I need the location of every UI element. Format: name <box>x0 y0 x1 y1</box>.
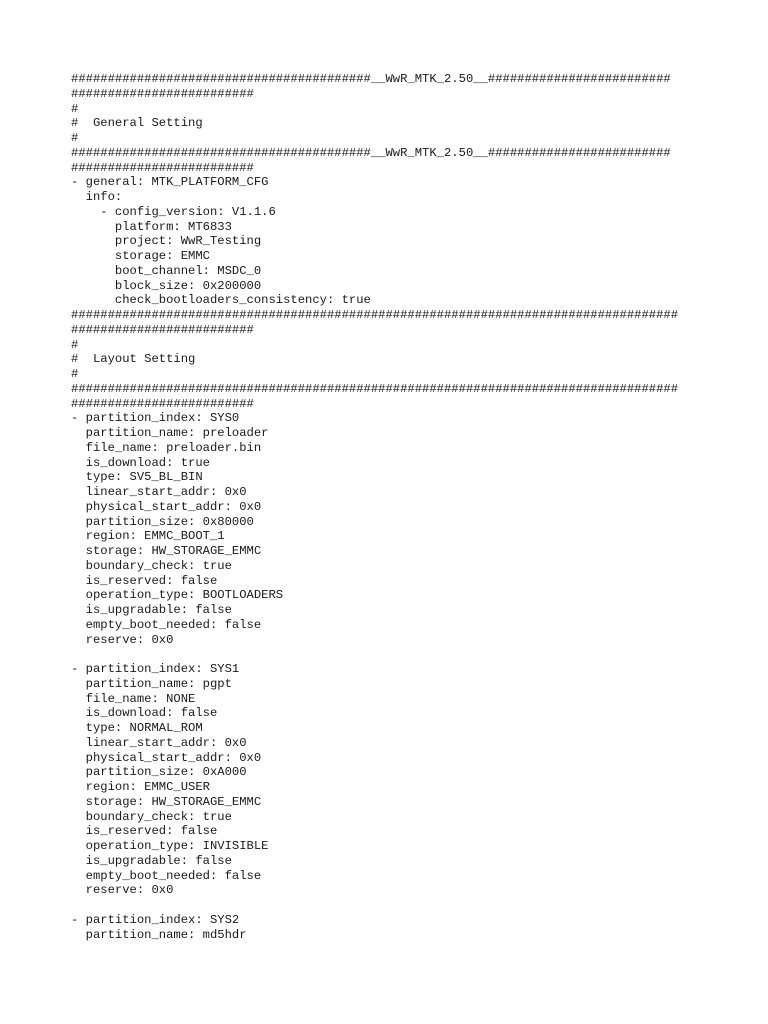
document-line: - partition_index: SYS2 <box>71 912 240 927</box>
document-line: region: EMMC_BOOT_1 <box>71 529 225 544</box>
document-line: ######################### <box>71 160 254 175</box>
document-line: ######################### <box>71 396 254 411</box>
document-line: is_download: true <box>71 455 210 470</box>
document-line: boundary_check: true <box>71 809 232 824</box>
document-line: is_upgradable: false <box>71 853 232 868</box>
document-line: info: <box>71 190 123 204</box>
document-line: # <box>71 101 79 116</box>
document-line: ######################### <box>71 322 254 337</box>
document-line: is_upgradable: false <box>71 603 232 617</box>
document-line: ######################### <box>71 86 254 101</box>
document-line: is_download: false <box>71 706 218 721</box>
document-line: block_size: 0x200000 <box>71 278 262 293</box>
document-line: reserve: 0x0 <box>71 632 174 647</box>
document-line: type: SV5_BL_BIN <box>71 470 203 485</box>
document-line: operation_type: BOOTLOADERS <box>71 588 284 603</box>
document-line: platform: MT6833 <box>71 219 232 234</box>
document-line: - partition_index: SYS1 <box>71 662 240 676</box>
document-line: is_reserved: false <box>71 824 218 839</box>
document-line: storage: HW_STORAGE_EMMC <box>71 544 262 558</box>
document-line: #########################################__WwR_MTK_2.50__######################### <box>71 145 671 160</box>
document-line: partition_name: pgpt <box>71 676 232 691</box>
document-line: type: NORMAL_ROM <box>71 721 203 735</box>
document-line: project: WwR_Testing <box>71 234 262 249</box>
document-line: operation_type: INVISIBLE <box>71 839 269 853</box>
document-line: physical_start_addr: 0x0 <box>71 750 262 765</box>
document-line: linear_start_addr: 0x0 <box>71 735 247 750</box>
document-line: - config_version: V1.1.6 <box>71 204 276 219</box>
document-line: partition_name: preloader <box>71 426 269 440</box>
document-line: partition_size: 0x80000 <box>71 514 254 529</box>
document-line: boundary_check: true <box>71 558 232 573</box>
document-line: reserve: 0x0 <box>71 883 174 898</box>
document-line: file_name: NONE <box>71 691 196 706</box>
document-line <box>71 647 761 662</box>
document-line: physical_start_addr: 0x0 <box>71 499 262 514</box>
document-line: #########################################__WwR_MTK_2.50__######################### <box>71 72 671 86</box>
document-line: # <box>71 131 79 145</box>
document-line: # <box>71 337 79 352</box>
document-line: linear_start_addr: 0x0 <box>71 485 247 499</box>
document-line <box>71 898 761 913</box>
document-line: storage: EMMC <box>71 249 210 263</box>
document-line: - general: MTK_PLATFORM_CFG <box>71 175 269 190</box>
document-line: partition_size: 0xA000 <box>71 765 247 780</box>
scatter-file-text <box>71 72 761 942</box>
document-line: # <box>71 367 79 381</box>
document-line: region: EMMC_USER <box>71 780 210 794</box>
document-line: # General Setting <box>71 116 203 131</box>
document-line: storage: HW_STORAGE_EMMC <box>71 794 262 809</box>
document-line: ################################################################################### <box>71 381 679 396</box>
document-line: boot_channel: MSDC_0 <box>71 263 262 278</box>
document-line: is_reserved: false <box>71 573 218 588</box>
document-line: - partition_index: SYS0 <box>71 411 240 426</box>
document-line: check_bootloaders_consistency: true <box>71 293 371 308</box>
document-line: partition_name: md5hdr <box>71 927 247 942</box>
document-line: empty_boot_needed: false <box>71 868 262 883</box>
document-line: empty_boot_needed: false <box>71 617 262 632</box>
document-line: file_name: preloader.bin <box>71 440 262 455</box>
document-line: # Layout Setting <box>71 352 196 367</box>
document-line: ################################################################################### <box>71 308 679 322</box>
